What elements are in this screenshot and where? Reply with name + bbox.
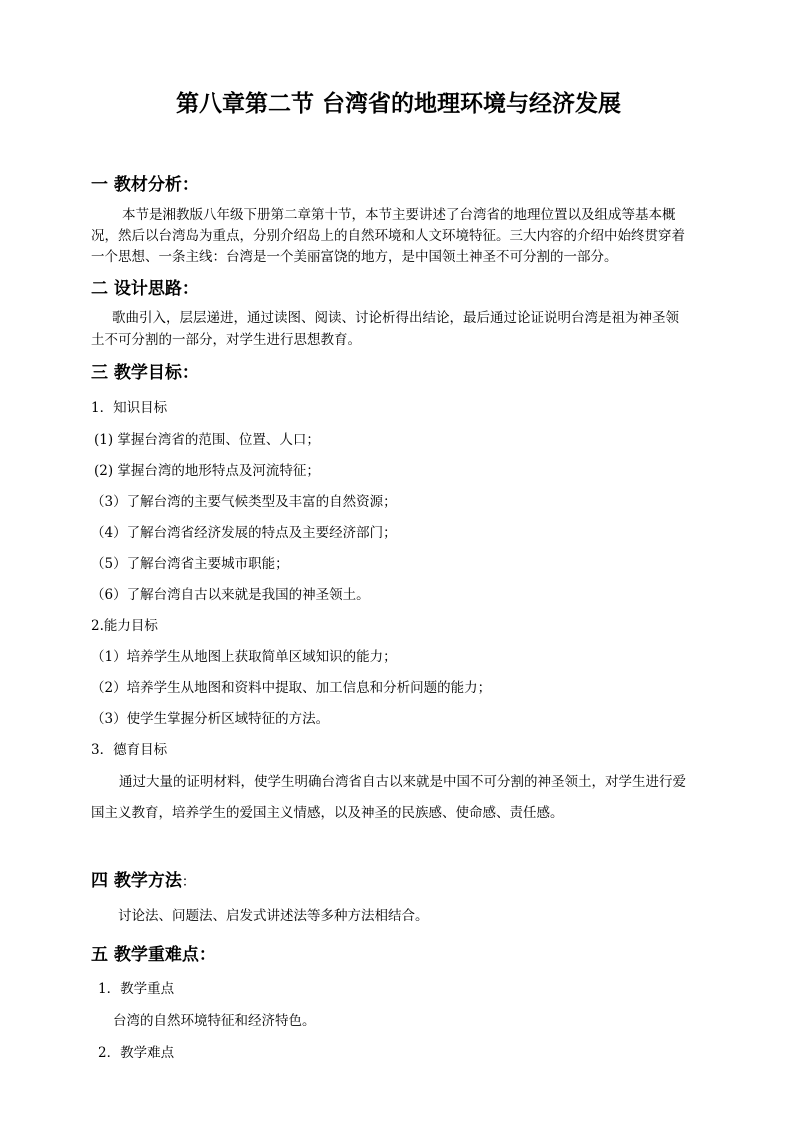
section-heading-analysis: 一 教材分析： xyxy=(91,175,199,195)
list-item: （4）了解台湾省经济发展的特点及主要经济部门； xyxy=(91,525,397,541)
paragraph-line: 国主义教育，培养学生的爱国主义情感，以及神圣的民族感、使命感、责任感。 xyxy=(91,805,564,821)
paragraph-line: 讨论法、问题法、启发式讲述法等多种方法相结合。 xyxy=(118,908,429,924)
subheading-moral: 3．德育目标 xyxy=(91,742,168,758)
paragraph-line: 一个思想、一条主线：台湾是一个美丽富饶的地方，是中国领土神圣不可分割的一部分。 xyxy=(91,249,618,265)
list-item: （5）了解台湾省主要城市职能； xyxy=(91,556,289,572)
subheading-knowledge: 1．知识目标 xyxy=(91,400,168,416)
paragraph-line: 况，然后以台湾岛为重点，分别介绍岛上的自然环境和人文环境特征。三大内容的介绍中始终贯穿着 xyxy=(91,228,685,244)
section-heading-goals: 三 教学目标： xyxy=(91,363,199,383)
paragraph-line: 通过大量的证明材料，使学生明确台湾省自古以来就是中国不可分割的神圣领土，对学生进行爱 xyxy=(119,774,686,790)
list-item: (2) 掌握台湾的地形特点及河流特征； xyxy=(94,463,320,479)
section-heading-methods: 四 教学方法 xyxy=(91,871,182,891)
paragraph-line: 本节是湘教版八年级下册第二章第十节，本节主要讲述了台湾省的地理位置以及组成等基本概 xyxy=(122,207,676,223)
subheading-difficult-point: 2．教学难点 xyxy=(98,1045,175,1061)
subheading-ability: 2.能力目标 xyxy=(91,618,158,634)
list-item: （6）了解台湾自古以来就是我国的神圣领土。 xyxy=(91,587,370,603)
section-heading-key-points: 五 教学重难点： xyxy=(91,945,216,965)
section-heading-methods-wrap xyxy=(91,866,195,891)
subheading-key-point: 1．教学重点 xyxy=(98,981,175,997)
list-item: （2）培养学生从地图和资料中提取、加工信息和分析问题的能力； xyxy=(91,680,492,696)
heading-colon: ： xyxy=(181,874,196,890)
list-item: (1) 掌握台湾省的范围、位置、人口； xyxy=(94,432,320,448)
paragraph-line: 土不可分割的一部分，对学生进行思想教育。 xyxy=(91,332,361,348)
list-item: （3）使学生掌握分析区域特征的方法。 xyxy=(91,711,330,727)
list-item: （3）了解台湾的主要气候类型及丰富的自然资源； xyxy=(91,494,397,510)
paragraph-line: 歌曲引入，层层递进，通过读图、阅读、讨论析得出结论，最后通过论证说明台湾是祖为神圣领 xyxy=(112,310,679,326)
paragraph-line: 台湾的自然环境特征和经济特色。 xyxy=(113,1013,316,1029)
list-item: （1）培养学生从地图上获取简单区域知识的能力； xyxy=(91,649,397,665)
section-heading-design: 二 设计思路： xyxy=(91,279,199,299)
page-title: 第八章第二节 台湾省的地理环境与经济发展 xyxy=(176,90,622,117)
